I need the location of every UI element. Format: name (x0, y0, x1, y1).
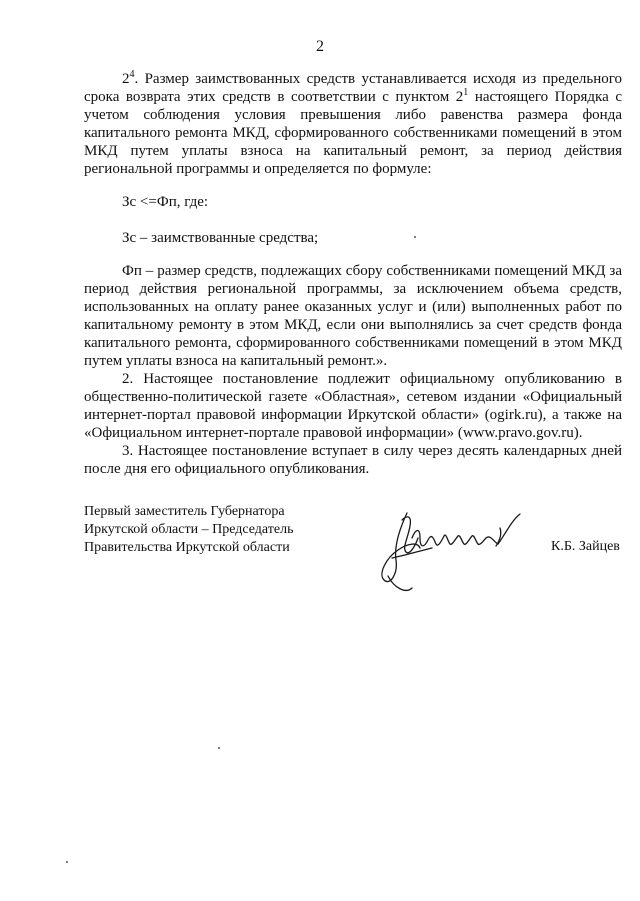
paragraph-number: 2 (122, 71, 130, 87)
definition-fp-text: Фп – размер средств, подлежащих сбору собственниками помещений МКД за период действия региональной программы, за исключением объема средств, использованных на оплату ранее оказанных услуг и (или) выполненных работ по капитальному ремонту в этом МКД, если они выполнялись за счет средств фонда капитального ремонта, сформированного собственниками помещений в этом МКД путем уплаты взноса на капитальный ремонт.». (84, 263, 622, 369)
scan-speck (414, 236, 416, 238)
superscript-index: 4 (129, 69, 135, 80)
scan-speck (218, 747, 220, 749)
paragraph-text-part: настоящего Порядка с учетом соблюдения условия превышения либо равенства размера фонда капитального ремонта МКД, сформированного собственниками помещений в этом МКД путем уплаты взноса на капитальный ремонт, за период действия региональной программы и определяется по формуле: (84, 89, 622, 177)
scan-speck (66, 861, 68, 863)
definition-fp (84, 262, 622, 370)
signer-name: К.Б. Зайцев (551, 539, 620, 554)
signature-block (84, 503, 293, 557)
handwritten-signature (372, 498, 542, 598)
paragraph-3-text: 3. Настоящее постановление вступает в силу через десять календарных дней после дня его официального опубликования. (84, 443, 622, 477)
definition-zs: Зс – заимствованные средства; (122, 230, 319, 246)
superscript-reference: 1 (463, 87, 469, 98)
signatory-title-line-1: Первый заместитель Губернатора (84, 504, 285, 519)
signatory-title-line-2: Иркутской области – Председатель (84, 522, 294, 537)
paragraph-2 (84, 370, 622, 442)
page-number: 2 (316, 38, 324, 55)
paragraph-text-part: . Размер заимствованных средств устанавливается исходя из предельного срока возврата этих средств в соответствии с пунктом 2 (84, 71, 622, 105)
paragraph-2-text: 2. Настоящее постановление подлежит официальному опубликованию в общественно-политической газете «Областная», сетевом издании «Официальный интернет-портал правовой информации Иркутской области» (ogirk.ru), а также на «Официальном интернет-портале правовой информации» (www.pravo.gov.ru). (84, 371, 622, 441)
paragraph-3 (84, 442, 622, 478)
paragraph-2-4 (84, 70, 622, 178)
signatory-title-line-3: Правительства Иркутской области (84, 540, 290, 555)
formula: Зс <=Фп, где: (122, 194, 209, 210)
paragraph-2-4-text (84, 70, 622, 178)
